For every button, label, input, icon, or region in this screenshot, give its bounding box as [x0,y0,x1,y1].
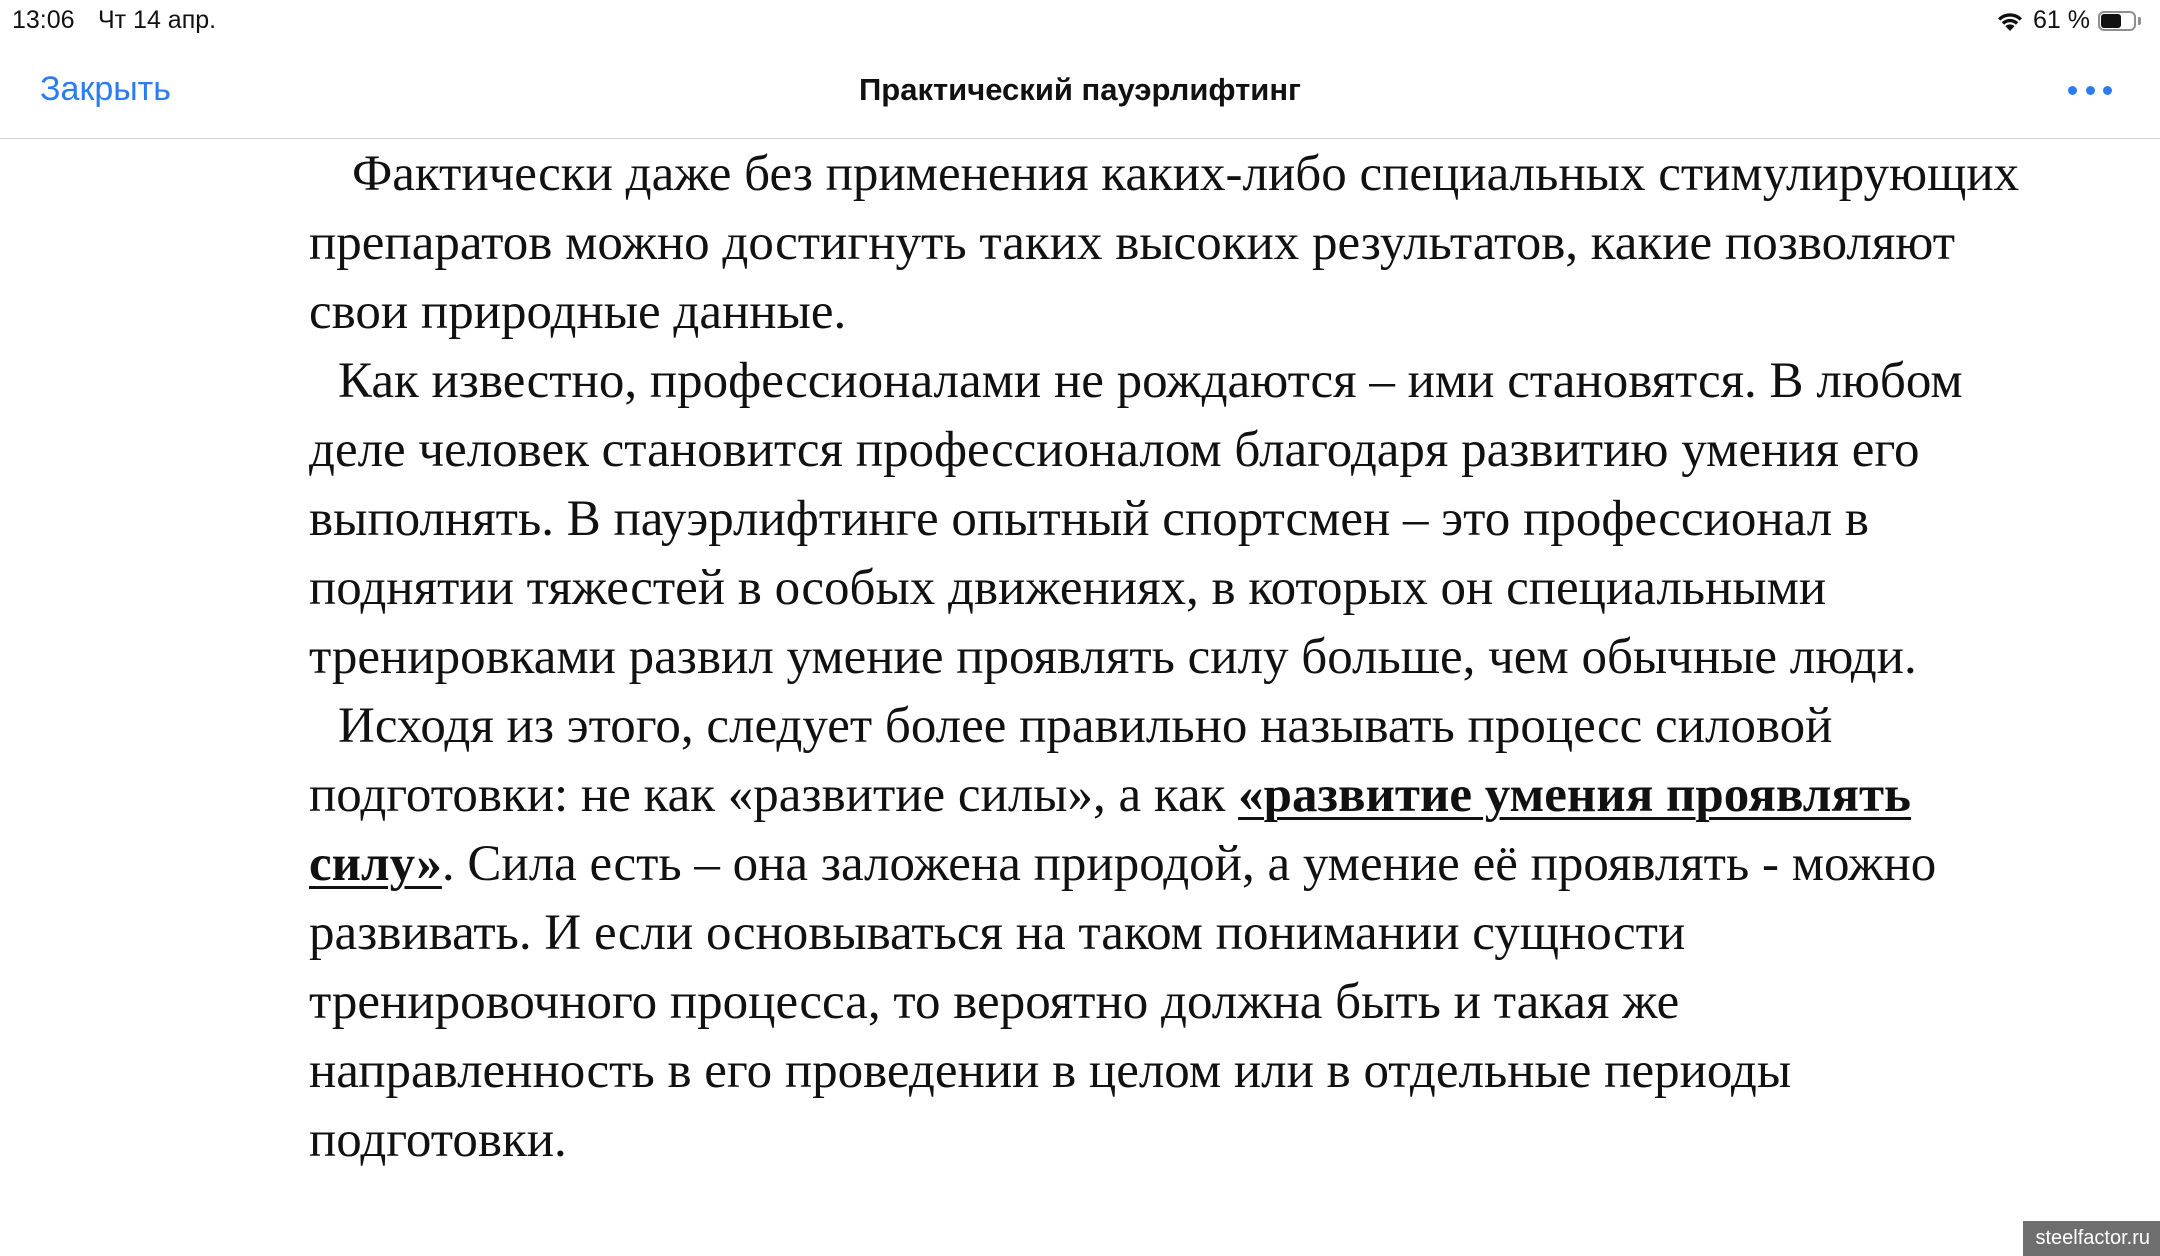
paragraph-3-before: Исходя из этого, следует более правильно называть процесс силовой подготовки: не как «развитие силы», а как [309,698,1833,823]
paragraph-1: Фактически даже без применения каких-либо специальных стимулирующих препаратов можно достигнуть таких высоких результатов, какие позволяют свои природные данные. [309,146,2020,340]
watermark: steelfactor.ru [2023,1221,2160,1256]
battery-level [2101,14,2121,28]
status-indicators [1995,6,2142,35]
book-page-content [309,140,2029,1175]
paragraph-2: Как известно, профессионалами не рождаются – ими становятся. В любом деле человек становится профессионалом благодаря развитию умения его выполнять. В пауэрлифтинге опытный спортсмен – это профессионал в поднятии тяжестей в особых движениях, в которых он специальными тренировками развил умение проявлять силу больше, чем обычные люди. [309,353,1963,685]
paragraph-3 [309,692,2029,1175]
status-date: Чт 14 апр. [98,6,217,34]
more-button[interactable] [2068,82,2112,98]
wifi-icon [1995,9,2025,33]
close-button[interactable]: Закрыть [40,70,171,108]
status-time: 13:06 [12,6,75,34]
book-title: Практический пауэрлифтинг [859,72,1301,107]
battery-percent: 61 % [2033,6,2090,34]
ellipsis-icon [2068,86,2077,95]
navigation-bar [0,40,2160,139]
status-bar [0,0,2160,40]
emphasized-phrase: «развитие умения проявлять силу» [309,767,1911,892]
paragraph-3-after: . Сила есть – она заложена природой, а умение её проявлять - можно развивать. И если основываться на таком понимании сущности тренировочного процесса, то вероятно должна быть и такая же направленность в его проведении в целом или в отдельные периоды подготовки. [309,836,1937,1168]
battery-icon [2098,10,2142,32]
